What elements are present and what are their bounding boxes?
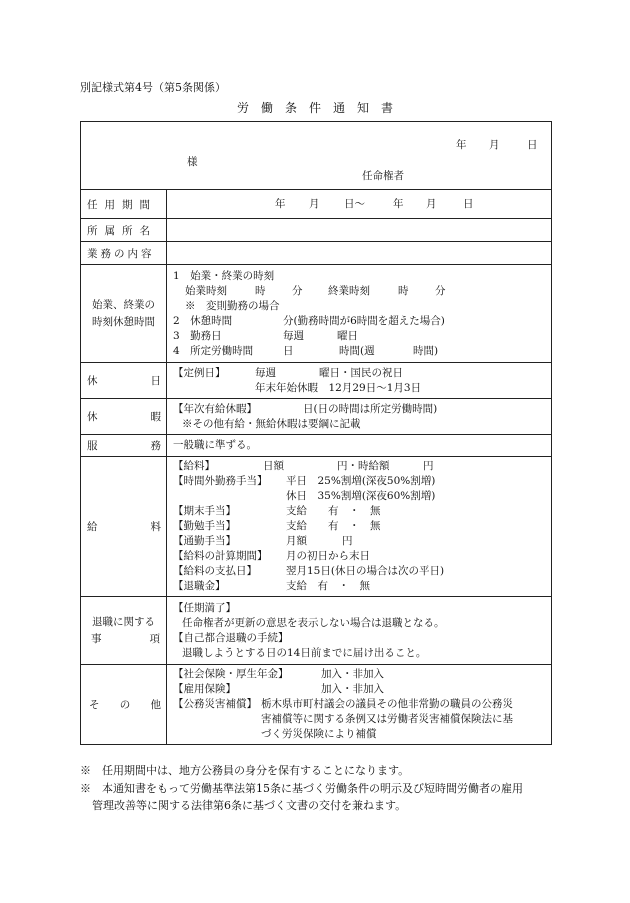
other-cell — [167, 665, 552, 745]
duties-label-cell — [81, 242, 167, 265]
retire-label-2a: 事 — [91, 632, 102, 645]
holiday-cell — [167, 363, 552, 399]
workday-day-of-week: 曜日 — [337, 329, 358, 342]
overtime-label: 【時間外勤務手当】 — [173, 475, 268, 487]
leave-label-b: 暇 — [150, 411, 161, 423]
salary-line-1 — [173, 459, 545, 474]
holiday-line-2: 年末年始休暇 12月29日〜1月3日 — [255, 381, 422, 394]
regular-holiday-label: 【定例日】 — [173, 366, 226, 379]
salary-label-a: 給 — [87, 521, 98, 533]
period-label-cell — [81, 190, 167, 219]
regular-holiday-weekly: 毎週 — [255, 366, 276, 379]
appointer-label: 任命権者 — [362, 170, 404, 182]
annual-leave-label: 【年次有給休暇】 — [173, 402, 257, 415]
service-label-b: 務 — [150, 440, 161, 452]
leave-cell — [167, 399, 552, 435]
period-month-2: 月 — [426, 198, 437, 210]
period-year-2: 年 — [393, 198, 404, 210]
addressee-suffix: 様 — [187, 156, 198, 168]
holiday-label-b: 日 — [150, 375, 161, 387]
hours-line-4 — [173, 314, 545, 329]
scheduled-hours-unit: 時間) — [413, 344, 439, 357]
start-hour: 時 — [255, 284, 266, 297]
employment-insurance-value: 加入・非加入 — [321, 683, 384, 695]
date-day: 日 — [527, 139, 538, 151]
service-text: 一般職に準ずる。 — [173, 439, 257, 451]
other-label-c: 他 — [150, 699, 161, 711]
salary-yen: 円 — [423, 460, 434, 472]
commute-allowance-label: 【通勤手当】 — [173, 535, 236, 547]
retirement-allowance-label: 【退職金】 — [173, 580, 226, 592]
annual-leave-detail: 日(日の時間は所定労働時間) — [303, 402, 438, 415]
retire-label-2 — [85, 631, 162, 648]
retire-cell — [167, 597, 552, 665]
end-hour: 時 — [398, 284, 409, 297]
date-month: 月 — [489, 139, 500, 151]
form-number: 別記様式第4号（第5条関係） — [80, 81, 226, 94]
date-year: 年 — [456, 139, 467, 151]
other-line-3 — [173, 697, 545, 712]
diligence-allowance-value: 支給 有 ・ 無 — [286, 520, 381, 532]
holiday-label-a: 休 — [87, 375, 98, 387]
hours-cell — [167, 265, 552, 363]
duties-label: 業務の内容 — [87, 247, 155, 260]
calc-period-value: 月の初日から末日 — [286, 550, 370, 562]
salary-line-8 — [173, 564, 545, 579]
other-label-b: の — [119, 699, 131, 711]
note-2: ※ 本通知書をもって労働基準法第15条に基づく労働条件の明示及び短時間労働者の雇用 — [80, 782, 523, 795]
start-minute: 分 — [292, 284, 303, 297]
commute-allowance-monthly: 月額 — [286, 535, 307, 547]
dept-label-cell — [81, 219, 167, 242]
other-line-4: 害補償等に関する条例又は労働者災害補償保険法に基 — [261, 713, 513, 725]
page-title: 労 働 条 件 通 知 書 — [236, 101, 393, 115]
hours-line-6 — [173, 344, 545, 359]
scheduled-hours-day: 日 — [283, 344, 294, 357]
note-3: 管理改善等に関する法律第6条に基づく文書の交付を兼ねます。 — [92, 799, 407, 812]
salary-daily: 日額 — [263, 460, 284, 472]
workday-weekly: 毎週 — [283, 329, 304, 342]
regular-holiday-days: 曜日・国民の祝日 — [319, 366, 403, 379]
other-line-1 — [173, 667, 545, 682]
salary-cell — [167, 457, 552, 597]
end-minute: 分 — [435, 284, 446, 297]
other-label-cell — [81, 665, 167, 745]
other-line-2 — [173, 682, 545, 697]
hours-line-5 — [173, 329, 545, 344]
social-insurance-value: 加入・非加入 — [321, 668, 384, 680]
break-detail: 分(勤務時間が6時間を超えた場合) — [283, 314, 445, 327]
holiday-label-cell — [81, 363, 167, 399]
leave-line-2: ※その他有給・無給休暇は要綱に記載 — [182, 417, 361, 430]
salary-line-2 — [173, 474, 545, 489]
employment-insurance-label: 【雇用保険】 — [173, 683, 236, 695]
salary-line-3: 休日 35%割増(深夜60%割増) — [286, 490, 436, 502]
accident-comp-label: 【公務災害補償】 — [173, 698, 257, 710]
term-end-allowance-label: 【期末手当】 — [173, 505, 236, 517]
hours-label-1: 始業、終業の — [92, 298, 155, 311]
salary-line-7 — [173, 549, 545, 564]
end-time-label: 終業時刻 — [328, 284, 370, 297]
retire-line-4: 退職しようとする日の14日前までに届け出ること。 — [182, 646, 427, 659]
holiday-line-1 — [173, 366, 545, 381]
accident-comp-text-1: 栃木県市町村議会の議員その他非常勤の職員の公務災 — [261, 698, 513, 710]
retire-label-cell — [81, 597, 167, 665]
salary-hourly: 円・時給額 — [337, 460, 390, 472]
dept-cell[interactable] — [167, 219, 552, 242]
retire-label-2b: 項 — [149, 632, 160, 645]
social-insurance-label: 【社会保険・厚生年金】 — [173, 668, 289, 680]
scheduled-hours-label: 4 所定労働時間 — [173, 344, 254, 357]
other-label-a: そ — [89, 699, 100, 711]
break-label: 2 休憩時間 — [173, 314, 233, 327]
salary-line-6 — [173, 534, 545, 549]
salary-label-cell — [81, 457, 167, 597]
hours-line-3: ※ 変則勤務の場合 — [185, 299, 280, 312]
hours-line-2 — [173, 284, 545, 299]
diligence-allowance-label: 【勤勉手当】 — [173, 520, 236, 532]
payday-label: 【給料の支払日】 — [173, 565, 257, 577]
period-cell[interactable] — [167, 190, 552, 219]
commute-allowance-yen: 円 — [342, 535, 353, 547]
hours-line-1: 1 始業・終業の時刻 — [173, 269, 275, 282]
workday-label: 3 勤務日 — [173, 329, 222, 342]
duties-cell[interactable] — [167, 242, 552, 265]
salary-label-b: 料 — [150, 521, 161, 533]
leave-label-a: 休 — [87, 411, 98, 423]
hours-label-2: 時刻休憩時間 — [92, 315, 155, 328]
service-cell — [167, 435, 552, 457]
calc-period-label: 【給料の計算期間】 — [173, 550, 268, 562]
leave-label-cell — [81, 399, 167, 435]
service-label-cell — [81, 435, 167, 457]
period-year-1: 年 — [275, 198, 286, 210]
retire-line-2: 任命権者が更新の意思を表示しない場合は退職となる。 — [182, 616, 445, 629]
salary-line-9 — [173, 579, 545, 594]
notice-form-table — [80, 121, 552, 745]
note-1: ※ 任用期間中は、地方公務員の身分を保有することになります。 — [80, 764, 410, 777]
retire-label-1: 退職に関する — [92, 615, 155, 628]
retirement-allowance-value: 支給 有 ・ 無 — [286, 580, 370, 592]
period-day-2: 日 — [463, 198, 474, 210]
service-label-a: 服 — [87, 440, 98, 452]
term-end-allowance-value: 支給 有 ・ 無 — [286, 505, 381, 517]
period-label: 任用期間 — [87, 198, 157, 211]
retire-line-3: 【自己都合退職の手続】 — [173, 631, 289, 644]
retire-line-1: 【任期満了】 — [173, 601, 236, 614]
overtime-weekday: 平日 25%割増(深夜50%割増) — [286, 475, 436, 487]
header-box — [81, 122, 552, 190]
hours-label-cell — [81, 265, 167, 363]
period-month-1: 月 — [309, 198, 320, 210]
period-day-1: 日〜 — [344, 198, 365, 210]
leave-line-1 — [173, 402, 545, 417]
scheduled-hours-week: 時間(週 — [339, 344, 375, 357]
other-line-5: づく労災保険により補償 — [261, 728, 377, 740]
dept-label: 所属所名 — [87, 224, 157, 237]
payday-value: 翌月15日(休日の場合は次の平日) — [286, 565, 445, 577]
salary-base-label: 【給料】 — [173, 460, 215, 472]
salary-line-5 — [173, 519, 545, 534]
start-time-label: 始業時刻 — [185, 284, 227, 297]
salary-line-4 — [173, 504, 545, 519]
